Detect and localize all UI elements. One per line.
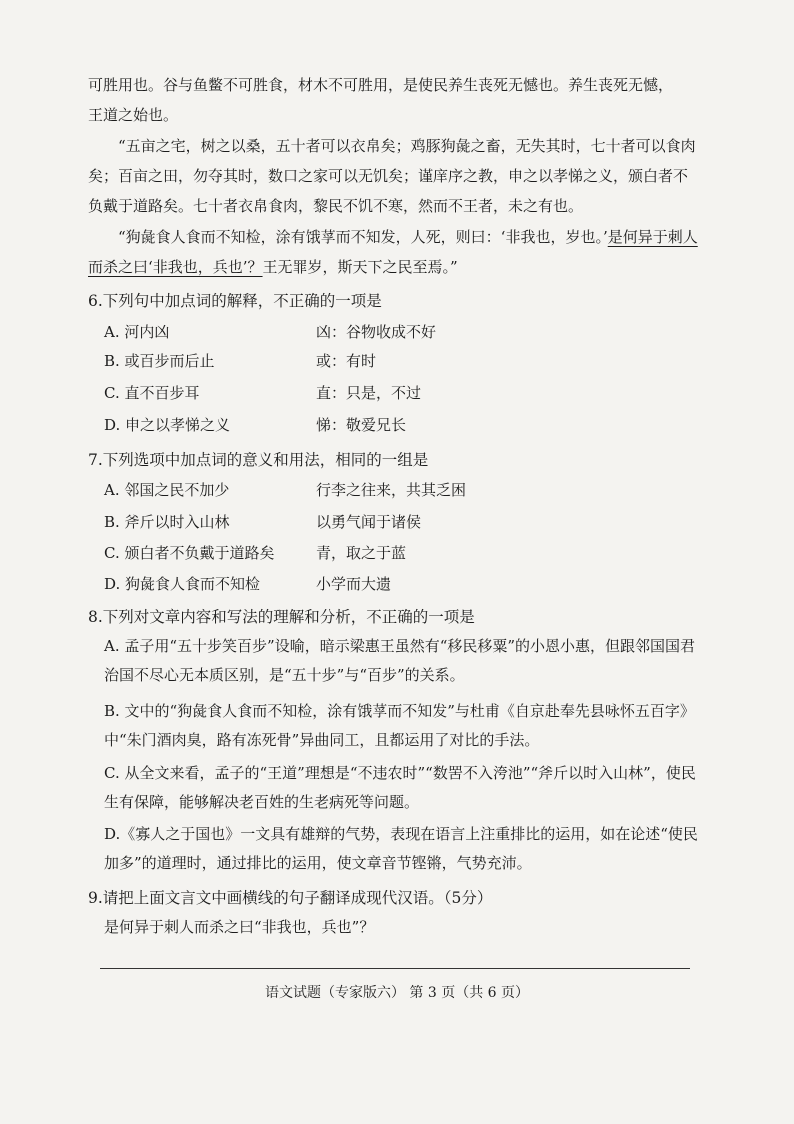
q6-option-c-explanation: 直：只是，不过: [316, 384, 422, 402]
q6-option-c: C. 直不百步耳: [104, 384, 200, 402]
question-6-stem: 6.下列句中加点词的解释，不正确的一项是: [88, 292, 382, 310]
question-8-stem: 8.下列对文章内容和写法的理解和分析，不正确的一项是: [88, 608, 475, 626]
q7-option-b: B. 斧斤以时入山林: [104, 513, 230, 531]
q7-option-c-compare: 青，取之于蓝: [316, 544, 407, 562]
passage-paragraph-2: “五亩之宅，树之以桑，五十者可以衣帛矣；鸡豚狗彘之畜，无失其时，七十者可以食肉矣；百亩之田，勿夺其时，数口之家可以无饥矣；谨庠序之教，申之以孝悌之义，颁白者不负戴于道路矣。七十者衣帛食肉，黎民不饥不寒，然而不王者，未之有也。: [88, 137, 696, 215]
q6-option-d: D. 申之以孝悌之义: [104, 416, 231, 434]
q7-option-b-compare: 以勇气闻于诸侯: [316, 513, 422, 531]
q8-option-b: B. 文中的“狗彘食人食而不知检，涂有饿莩而不知发”与杜甫《自京赴奉先县咏怀五百字》中“朱门酒肉臭，路有冻死骨”异曲同工，且都运用了对比的手法。: [104, 702, 695, 749]
q6-option-a-explanation: 凶：谷物收成不好: [316, 323, 437, 341]
q7-option-a: A. 邻国之民不加少: [104, 481, 230, 499]
q6-option-a: A. 河内凶: [104, 323, 170, 341]
q7-option-c: C. 颁白者不负戴于道路矣: [104, 544, 275, 562]
q8-option-c: C. 从全文来看，孟子的“王道”理想是“不违农时”“数罟不入洿池”“斧斤以时入山林”，使民生有保障，能够解决老百姓的生老病死等问题。: [104, 764, 696, 811]
passage-paragraph-1: 可胜用也。谷与鱼鳖不可胜食，材木不可胜用，是使民养生丧死无憾也。养生丧死无憾， 王道之始也。: [88, 76, 674, 124]
q8-option-d: D.《寡人之于国也》一文具有雄辩的气势，表现在语言上注重排比的运用，如在论述“使民加多”的道理时，通过排比的运用，使文章音节铿锵，气势充沛。: [104, 825, 698, 872]
footer-divider: [100, 968, 690, 969]
question-7-stem: 7.下列选项中加点词的意义和用法，相同的一组是: [88, 451, 429, 469]
question-9-stem: 9.请把上面文言文中画横线的句子翻译成现代汉语。（5分）: [88, 889, 493, 907]
q7-option-d-compare: 小学而大遗: [316, 575, 392, 593]
q7-option-a-compare: 行李之往来，共其乏困: [316, 481, 467, 499]
q7-option-d: D. 狗彘食人食而不知检: [104, 575, 261, 593]
page-footer: 语文试题（专家版六） 第 3 页（共 6 页）: [264, 985, 530, 1001]
underlined-sentence: 是何异于刺人而杀之曰‘非我也，兵也’？: [88, 228, 698, 276]
q6-option-d-explanation: 悌：敬爱兄长: [316, 416, 407, 434]
passage-paragraph-3: “狗彘食人食而不知检，涂有饿莩而不知发，人死，则曰：‘非我也，岁也。’是何异于刺人而杀之曰‘非我也，兵也’？王无罪岁，斯天下之民至焉。”: [88, 228, 698, 276]
q8-option-a: A. 孟子用“五十步笑百步”设喻，暗示梁惠王虽然有“移民移粟”的小恩小惠，但跟邻国国君治国不尽心无本质区别，是“五十步”与“百步”的关系。: [104, 637, 696, 684]
q6-option-b: B. 或百步而后止: [104, 352, 215, 370]
q9-sentence: 是何异于刺人而杀之曰“非我也，兵也”？: [104, 918, 375, 936]
q6-option-b-explanation: 或：有时: [316, 352, 377, 370]
